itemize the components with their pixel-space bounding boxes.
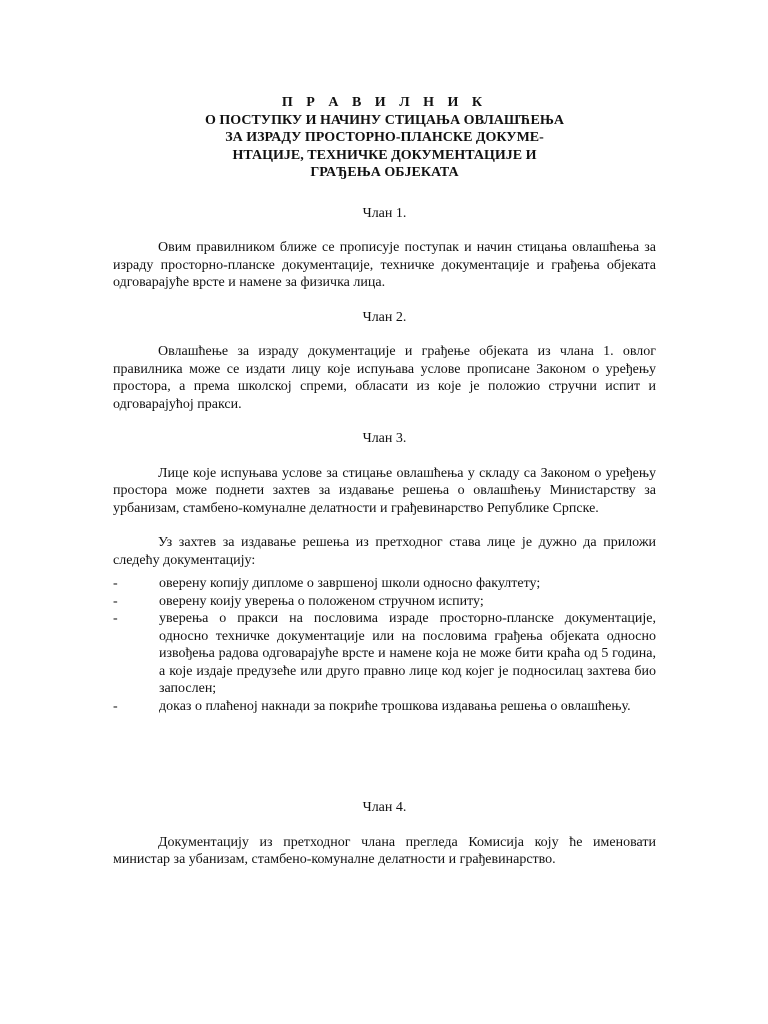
list-item xyxy=(113,593,656,611)
list-item-text: уверења о пракси на пословима израде просторно-планске документације, односно техничке документације или на пословима грађења објеката односно извођења радова одговарајуће врсте и намене која не може бити краћа од 5 година, а које издаје предузеће или друго правно лице код којег је подносилац захтева био запослен; xyxy=(159,611,656,696)
article-4-paragraph-1: Документацију из претходног члана прегледа Комисија коју ће именовати министар за убанизам, стамбено-комуналне делатности и грађевинарство. xyxy=(113,834,656,867)
article-2-paragraph-1: Овлашћење за израду документације и грађење објеката из члана 1. овлог правилника може се издати лицу које испуњава услове прописане Законом о уређењу простора, а према школској спреми, обласати из које је положио стручни испит и одговарајућој пракси. xyxy=(113,344,656,412)
title-line-4: НТАЦИЈЕ, ТЕХНИЧКЕ ДОКУМЕНТАЦИЈЕ И xyxy=(232,147,537,163)
title-line-3: ЗА ИЗРАДУ ПРОСТОРНО-ПЛАНСКЕ ДОКУМЕ- xyxy=(225,130,544,145)
article-4-heading: Члан 4. xyxy=(362,800,407,815)
article-3-paragraph-1: Лице које испуњава услове за стицање овлашћења у складу са Законом о уређењу простора може поднети захтев за издавање решења о овлашћењу Министарству за урбанизам, стамбено-комуналне делатности и грађевинарство Републике Српске. xyxy=(113,465,656,516)
list-item xyxy=(113,575,656,593)
title-line-5: ГРАЂЕЊА ОБЈЕКАТА xyxy=(310,165,459,180)
list-dash: - xyxy=(113,576,118,591)
article-1-paragraph-1: Овим правилником ближе се прописује поступак и начин стицања овлашћења за израду просторно-планске документације, техничке документације и грађења објеката одговарајуће врсте и намене за физичка лица. xyxy=(113,240,656,290)
list-item xyxy=(113,610,656,698)
document-title xyxy=(113,94,656,182)
list-dash: - xyxy=(113,593,118,609)
article-3-heading: Члан 3. xyxy=(362,431,407,446)
list-item-text: доказ о плаћеној накнади за покриће трошкова издавања решења о овлашћењу. xyxy=(159,698,631,714)
list-item xyxy=(113,698,656,716)
article-2-heading: Члан 2. xyxy=(362,309,407,325)
document-page xyxy=(113,94,656,869)
list-item-text: оверену копију дипломе о завршеној школи односно факултету; xyxy=(159,576,541,591)
list-dash: - xyxy=(113,611,118,626)
article-3-paragraph-2: Уз захтев за издавање решења из претходног става лице је дужно да приложи следећу документацију: xyxy=(113,535,656,568)
title-line-1: П Р А В И Л Н И К xyxy=(281,95,488,110)
section-spacer xyxy=(113,715,656,782)
required-documents-list xyxy=(113,575,656,715)
list-dash: - xyxy=(113,698,118,714)
list-item-text: оверену коију уверења о положеном стручном испиту; xyxy=(159,593,484,609)
title-line-2: О ПОСТУПКУ И НАЧИНУ СТИЦАЊА ОВЛАШЋЕЊА xyxy=(205,112,564,128)
article-1-heading: Члан 1. xyxy=(362,205,407,221)
